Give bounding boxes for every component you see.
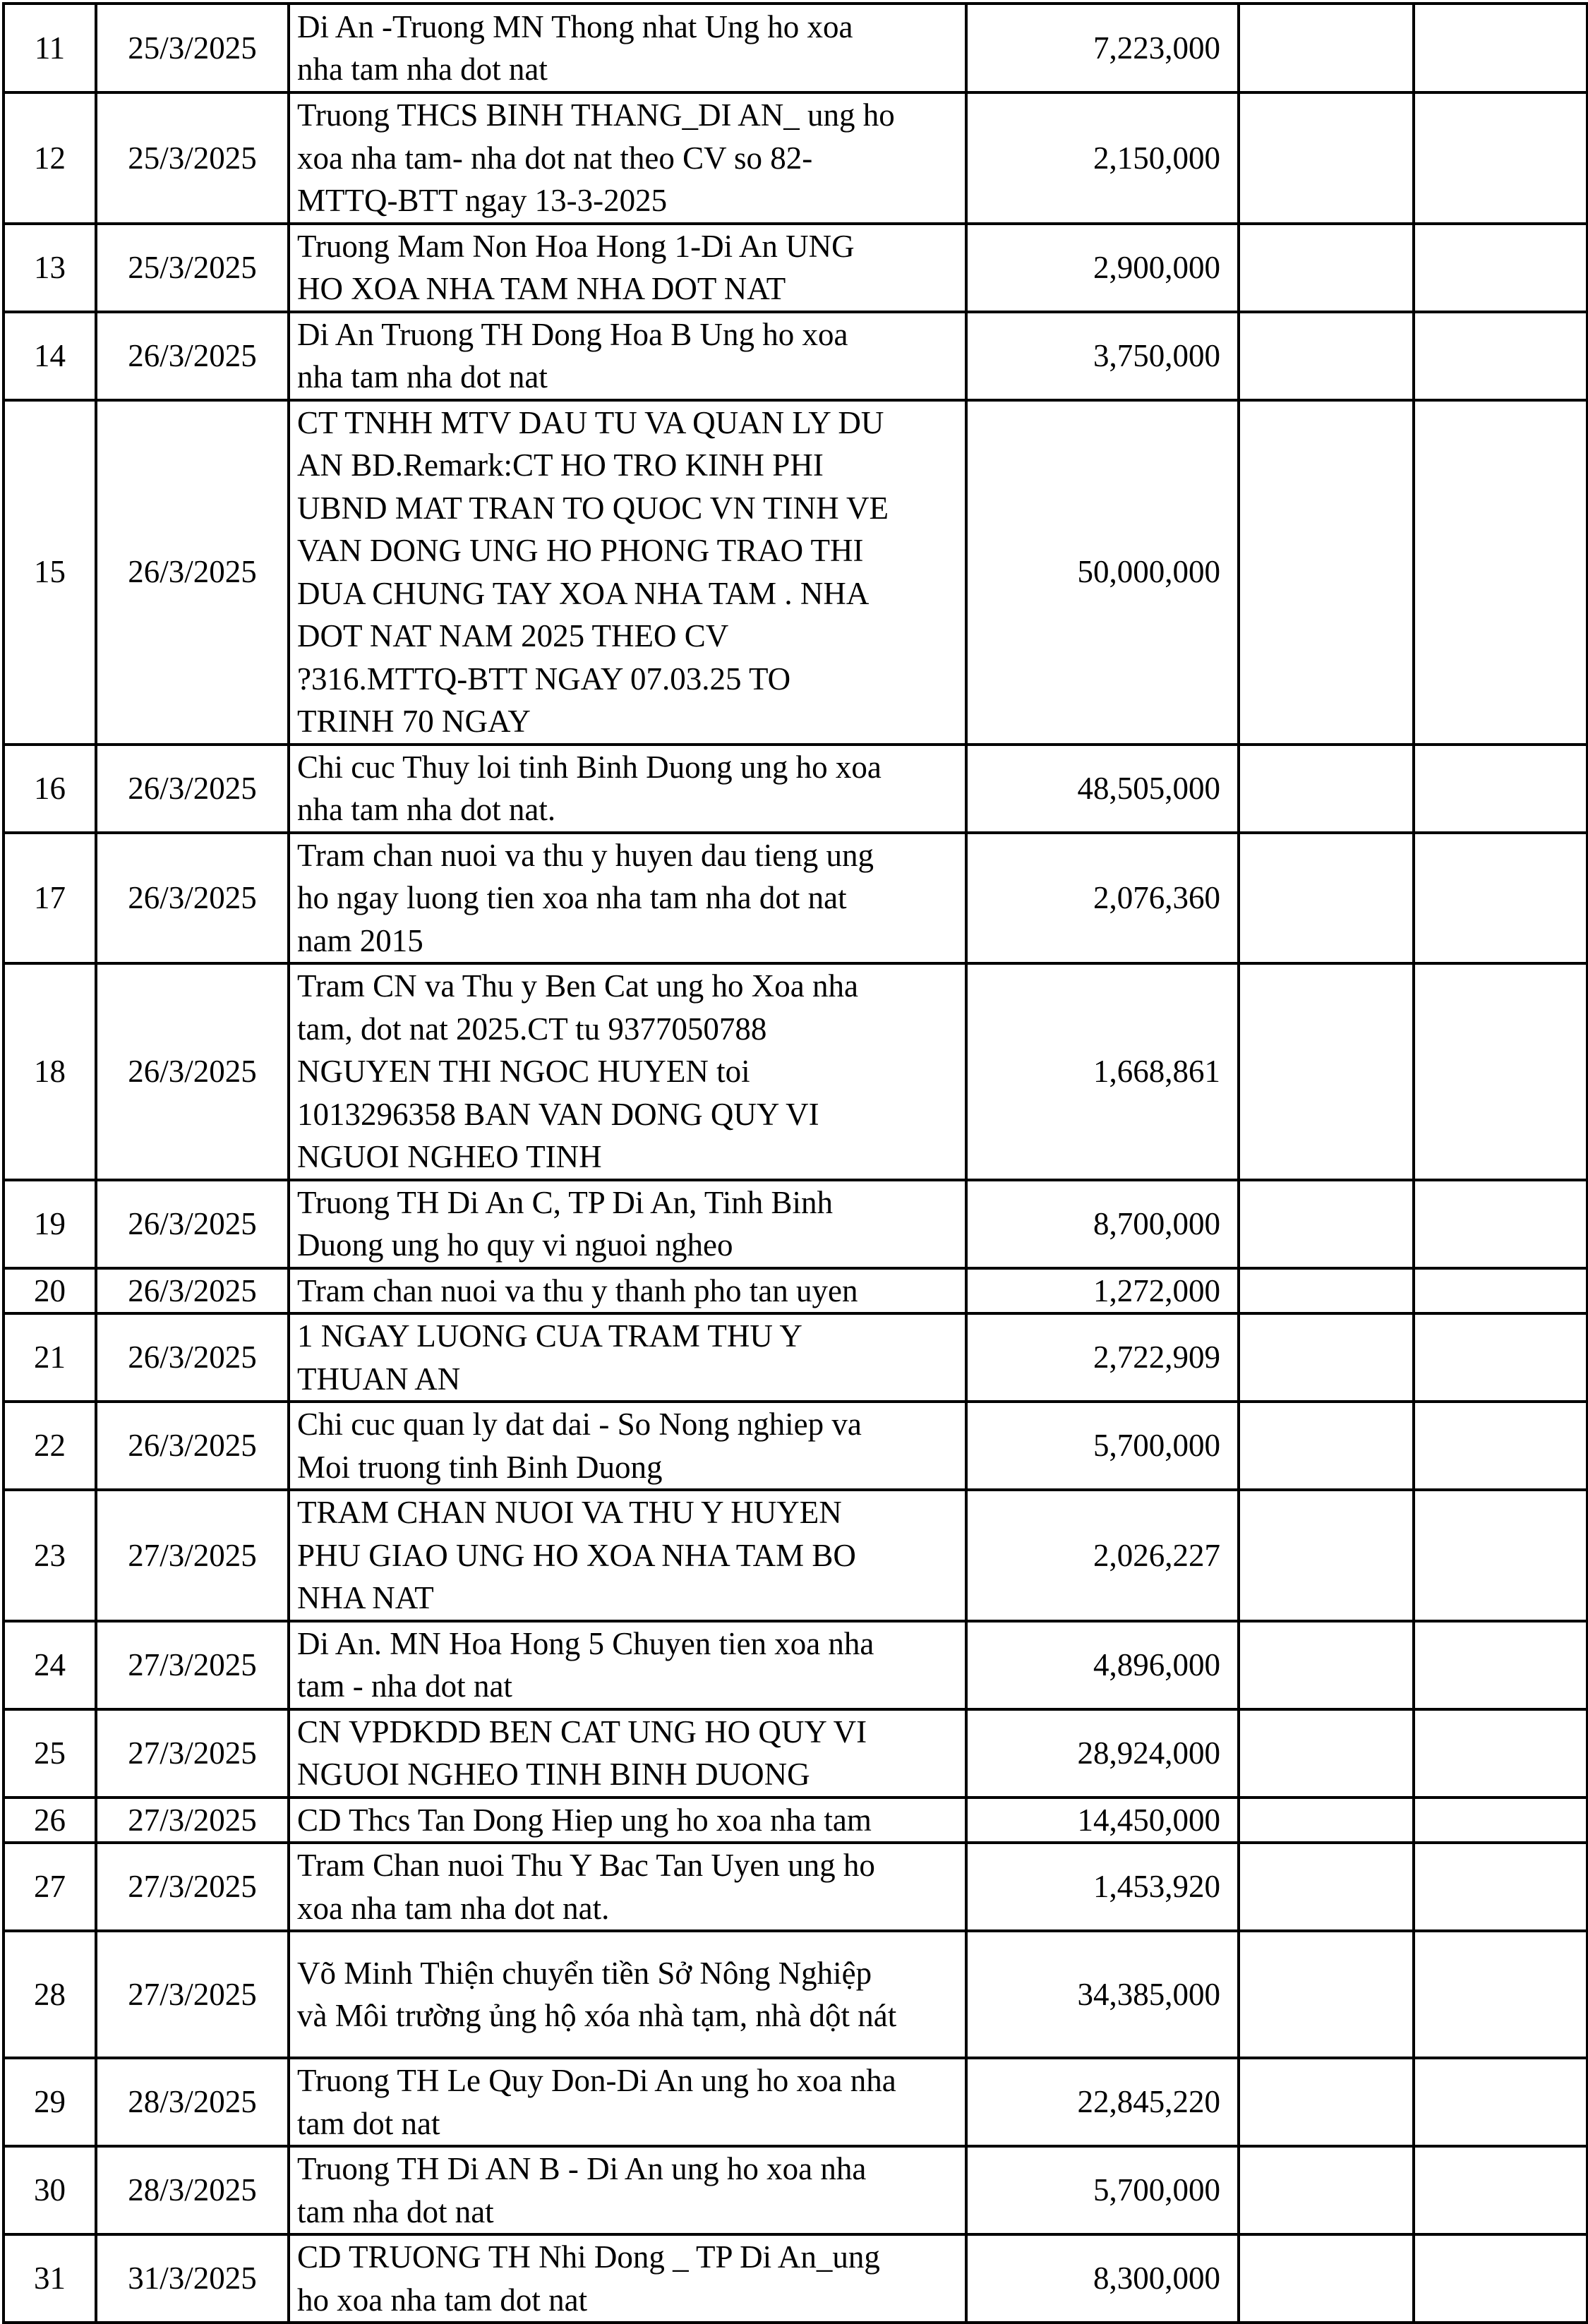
empty-cell bbox=[1239, 833, 1414, 964]
description-line: Tram CN va Thu y Ben Cat ung ho Xoa nha bbox=[297, 968, 858, 1004]
empty-cell bbox=[1414, 2234, 1587, 2323]
row-number-cell: 29 bbox=[4, 2058, 96, 2146]
description-line: NHA NAT bbox=[297, 1580, 434, 1615]
date-cell: 26/3/2025 bbox=[96, 745, 289, 833]
date-cell: 28/3/2025 bbox=[96, 2146, 289, 2234]
table-row bbox=[4, 400, 1587, 745]
ledger-body bbox=[4, 4, 1587, 2323]
amount-cell: 34,385,000 bbox=[966, 1931, 1239, 2058]
amount-cell: 22,845,220 bbox=[966, 2058, 1239, 2146]
description-line: NGUYEN THI NGOC HUYEN toi bbox=[297, 1054, 750, 1089]
date-cell: 26/3/2025 bbox=[96, 400, 289, 745]
table-row bbox=[4, 1402, 1587, 1490]
description-cell bbox=[289, 312, 966, 400]
empty-cell bbox=[1239, 1798, 1414, 1843]
empty-cell bbox=[1414, 1313, 1587, 1402]
description-line: xoa nha tam- nha dot nat theo CV so 82- bbox=[297, 140, 813, 176]
amount-cell: 8,700,000 bbox=[966, 1180, 1239, 1268]
table-row bbox=[4, 1180, 1587, 1268]
empty-cell bbox=[1414, 745, 1587, 833]
date-cell: 26/3/2025 bbox=[96, 833, 289, 964]
description-cell bbox=[289, 1268, 966, 1314]
description-cell bbox=[289, 1798, 966, 1843]
table-row bbox=[4, 92, 1587, 224]
date-cell: 31/3/2025 bbox=[96, 2234, 289, 2323]
description-line: Duong ung ho quy vi nguoi ngheo bbox=[297, 1227, 733, 1263]
amount-cell: 2,900,000 bbox=[966, 224, 1239, 312]
table-row bbox=[4, 312, 1587, 400]
table-row bbox=[4, 1798, 1587, 1843]
description-line: DOT NAT NAM 2025 THEO CV bbox=[297, 618, 729, 654]
description-line: ho ngay luong tien xoa nha tam nha dot nat bbox=[297, 880, 847, 915]
row-number-cell: 11 bbox=[4, 4, 96, 92]
row-number-cell: 14 bbox=[4, 312, 96, 400]
row-number-cell: 16 bbox=[4, 745, 96, 833]
description-cell bbox=[289, 2058, 966, 2146]
description-line: THUAN AN bbox=[297, 1361, 461, 1397]
table-row bbox=[4, 1313, 1587, 1402]
amount-cell: 2,026,227 bbox=[966, 1490, 1239, 1621]
description-line: Truong TH Di AN B - Di An ung ho xoa nha bbox=[297, 2151, 867, 2186]
empty-cell bbox=[1239, 1621, 1414, 1709]
amount-cell: 1,453,920 bbox=[966, 1843, 1239, 1931]
description-line: HO XOA NHA TAM NHA DOT NAT bbox=[297, 271, 786, 306]
description-cell bbox=[289, 4, 966, 92]
empty-cell bbox=[1414, 4, 1587, 92]
description-cell bbox=[289, 1843, 966, 1931]
row-number-cell: 26 bbox=[4, 1798, 96, 1843]
description-cell bbox=[289, 1313, 966, 1402]
description-cell bbox=[289, 92, 966, 224]
table-row bbox=[4, 1621, 1587, 1709]
description-line: Võ Minh Thiện chuyển tiền Sở Nông Nghiệp bbox=[297, 1955, 872, 1991]
description-line: nam 2015 bbox=[297, 922, 423, 958]
description-line: CN VPDKDD BEN CAT UNG HO QUY VI bbox=[297, 1714, 867, 1750]
description-cell bbox=[289, 2234, 966, 2323]
row-number-cell: 20 bbox=[4, 1268, 96, 1314]
empty-cell bbox=[1414, 1180, 1587, 1268]
date-cell: 27/3/2025 bbox=[96, 1709, 289, 1798]
description-line: tam dot nat bbox=[297, 2105, 440, 2141]
description-line: Tram chan nuoi va thu y huyen dau tieng ung bbox=[297, 837, 874, 873]
description-line: nha tam nha dot nat. bbox=[297, 792, 556, 827]
empty-cell bbox=[1414, 1709, 1587, 1798]
description-line: TRAM CHAN NUOI VA THU Y HUYEN bbox=[297, 1495, 842, 1530]
row-number-cell: 23 bbox=[4, 1490, 96, 1621]
empty-cell bbox=[1239, 1268, 1414, 1314]
table-row bbox=[4, 1709, 1587, 1798]
row-number-cell: 31 bbox=[4, 2234, 96, 2323]
description-line: Chi cuc quan ly dat dai - So Nong nghiep va bbox=[297, 1407, 862, 1442]
table-row bbox=[4, 2234, 1587, 2323]
description-line: tam nha dot nat bbox=[297, 2193, 494, 2229]
date-cell: 27/3/2025 bbox=[96, 1621, 289, 1709]
description-cell bbox=[289, 224, 966, 312]
table-row bbox=[4, 963, 1587, 1180]
row-number-cell: 25 bbox=[4, 1709, 96, 1798]
description-cell bbox=[289, 745, 966, 833]
description-cell bbox=[289, 1621, 966, 1709]
empty-cell bbox=[1414, 92, 1587, 224]
amount-cell: 8,300,000 bbox=[966, 2234, 1239, 2323]
description-line: MTTQ-BTT ngay 13-3-2025 bbox=[297, 183, 668, 218]
table-row bbox=[4, 1843, 1587, 1931]
description-line: AN BD.Remark:CT HO TRO KINH PHI bbox=[297, 447, 824, 483]
description-line: UBND MAT TRAN TO QUOC VN TINH VE bbox=[297, 490, 889, 526]
description-line: Moi truong tinh Binh Duong bbox=[297, 1449, 663, 1485]
table-row bbox=[4, 224, 1587, 312]
description-line: nha tam nha dot nat bbox=[297, 359, 548, 395]
description-line: Di An Truong TH Dong Hoa B Ung ho xoa bbox=[297, 316, 848, 352]
description-line: Truong TH Di An C, TP Di An, Tinh Binh bbox=[297, 1184, 834, 1220]
description-line: ho xoa nha tam dot nat bbox=[297, 2282, 588, 2318]
description-cell bbox=[289, 1709, 966, 1798]
row-number-cell: 17 bbox=[4, 833, 96, 964]
description-line: Tram chan nuoi va thu y thanh pho tan uyen bbox=[297, 1272, 858, 1308]
table-row bbox=[4, 4, 1587, 92]
description-line: CD Thcs Tan Dong Hiep ung ho xoa nha tam bbox=[297, 1802, 872, 1838]
empty-cell bbox=[1414, 2146, 1587, 2234]
description-line: tam, dot nat 2025.CT tu 9377050788 bbox=[297, 1011, 767, 1047]
empty-cell bbox=[1414, 224, 1587, 312]
amount-cell: 2,076,360 bbox=[966, 833, 1239, 964]
date-cell: 26/3/2025 bbox=[96, 1402, 289, 1490]
table-row bbox=[4, 745, 1587, 833]
empty-cell bbox=[1239, 400, 1414, 745]
amount-cell: 1,272,000 bbox=[966, 1268, 1239, 1314]
empty-cell bbox=[1239, 1313, 1414, 1402]
description-cell bbox=[289, 1402, 966, 1490]
empty-cell bbox=[1239, 1709, 1414, 1798]
row-number-cell: 28 bbox=[4, 1931, 96, 2058]
description-cell bbox=[289, 1931, 966, 2058]
table-row bbox=[4, 833, 1587, 964]
amount-cell: 50,000,000 bbox=[966, 400, 1239, 745]
description-line: Chi cuc Thuy loi tinh Binh Duong ung ho xoa bbox=[297, 749, 882, 785]
empty-cell bbox=[1239, 1180, 1414, 1268]
date-cell: 26/3/2025 bbox=[96, 1268, 289, 1314]
description-line: 1013296358 BAN VAN DONG QUY VI bbox=[297, 1096, 819, 1132]
empty-cell bbox=[1239, 312, 1414, 400]
date-cell: 26/3/2025 bbox=[96, 963, 289, 1180]
empty-cell bbox=[1239, 2146, 1414, 2234]
row-number-cell: 13 bbox=[4, 224, 96, 312]
table-row bbox=[4, 1268, 1587, 1314]
empty-cell bbox=[1239, 224, 1414, 312]
empty-cell bbox=[1239, 2234, 1414, 2323]
description-line: 1 NGAY LUONG CUA TRAM THU Y bbox=[297, 1318, 802, 1354]
description-line: tam - nha dot nat bbox=[297, 1668, 512, 1704]
amount-cell: 3,750,000 bbox=[966, 312, 1239, 400]
date-cell: 25/3/2025 bbox=[96, 4, 289, 92]
row-number-cell: 30 bbox=[4, 2146, 96, 2234]
description-line: Truong THCS BINH THANG_DI AN_ ung ho bbox=[297, 97, 895, 133]
amount-cell: 4,896,000 bbox=[966, 1621, 1239, 1709]
amount-cell: 14,450,000 bbox=[966, 1798, 1239, 1843]
description-line: Tram Chan nuoi Thu Y Bac Tan Uyen ung ho bbox=[297, 1848, 875, 1883]
description-cell bbox=[289, 833, 966, 964]
empty-cell bbox=[1414, 963, 1587, 1180]
date-cell: 26/3/2025 bbox=[96, 1313, 289, 1402]
empty-cell bbox=[1239, 1490, 1414, 1621]
date-cell: 28/3/2025 bbox=[96, 2058, 289, 2146]
date-cell: 25/3/2025 bbox=[96, 92, 289, 224]
amount-cell: 28,924,000 bbox=[966, 1709, 1239, 1798]
description-line: TRINH 70 NGAY bbox=[297, 704, 531, 739]
amount-cell: 2,150,000 bbox=[966, 92, 1239, 224]
row-number-cell: 15 bbox=[4, 400, 96, 745]
date-cell: 26/3/2025 bbox=[96, 312, 289, 400]
empty-cell bbox=[1414, 2058, 1587, 2146]
table-row bbox=[4, 2058, 1587, 2146]
date-cell: 25/3/2025 bbox=[96, 224, 289, 312]
amount-cell: 5,700,000 bbox=[966, 2146, 1239, 2234]
description-line: Truong TH Le Quy Don-Di An ung ho xoa nha bbox=[297, 2063, 896, 2098]
description-line: xoa nha tam nha dot nat. bbox=[297, 1890, 610, 1926]
description-cell bbox=[289, 1180, 966, 1268]
amount-cell: 5,700,000 bbox=[966, 1402, 1239, 1490]
empty-cell bbox=[1414, 1798, 1587, 1843]
description-line: và Môi trường ủng hộ xóa nhà tạm, nhà dột nát bbox=[297, 1998, 897, 2033]
description-cell bbox=[289, 963, 966, 1180]
empty-cell bbox=[1414, 1402, 1587, 1490]
description-line: nha tam nha dot nat bbox=[297, 52, 548, 87]
empty-cell bbox=[1239, 1931, 1414, 2058]
description-line: ?316.MTTQ-BTT NGAY 07.03.25 TO bbox=[297, 661, 791, 697]
description-cell bbox=[289, 1490, 966, 1621]
row-number-cell: 27 bbox=[4, 1843, 96, 1931]
amount-cell: 2,722,909 bbox=[966, 1313, 1239, 1402]
table-row bbox=[4, 1931, 1587, 2058]
row-number-cell: 12 bbox=[4, 92, 96, 224]
description-cell bbox=[289, 400, 966, 745]
description-line: PHU GIAO UNG HO XOA NHA TAM BO bbox=[297, 1537, 856, 1573]
amount-cell: 48,505,000 bbox=[966, 745, 1239, 833]
description-line: NGUOI NGHEO TINH BINH DUONG bbox=[297, 1757, 810, 1792]
date-cell: 27/3/2025 bbox=[96, 1490, 289, 1621]
description-line: NGUOI NGHEO TINH bbox=[297, 1139, 602, 1174]
empty-cell bbox=[1414, 312, 1587, 400]
date-cell: 27/3/2025 bbox=[96, 1843, 289, 1931]
description-line: Di An -Truong MN Thong nhat Ung ho xoa bbox=[297, 8, 853, 44]
description-line: Di An. MN Hoa Hong 5 Chuyen tien xoa nha bbox=[297, 1625, 874, 1661]
empty-cell bbox=[1239, 2058, 1414, 2146]
amount-cell: 1,668,861 bbox=[966, 963, 1239, 1180]
row-number-cell: 19 bbox=[4, 1180, 96, 1268]
date-cell: 26/3/2025 bbox=[96, 1180, 289, 1268]
empty-cell bbox=[1239, 963, 1414, 1180]
empty-cell bbox=[1414, 1931, 1587, 2058]
empty-cell bbox=[1414, 833, 1587, 964]
empty-cell bbox=[1414, 1268, 1587, 1314]
empty-cell bbox=[1414, 400, 1587, 745]
description-line: VAN DONG UNG HO PHONG TRAO THI bbox=[297, 533, 864, 568]
table-row bbox=[4, 1490, 1587, 1621]
description-line: CT TNHH MTV DAU TU VA QUAN LY DU bbox=[297, 404, 884, 440]
description-line: CD TRUONG TH Nhi Dong _ TP Di An_ung bbox=[297, 2239, 880, 2275]
empty-cell bbox=[1239, 92, 1414, 224]
empty-cell bbox=[1239, 1402, 1414, 1490]
table-row bbox=[4, 2146, 1587, 2234]
empty-cell bbox=[1239, 4, 1414, 92]
row-number-cell: 18 bbox=[4, 963, 96, 1180]
description-cell bbox=[289, 2146, 966, 2234]
description-line: DUA CHUNG TAY XOA NHA TAM . NHA bbox=[297, 575, 870, 611]
empty-cell bbox=[1239, 1843, 1414, 1931]
empty-cell bbox=[1414, 1490, 1587, 1621]
row-number-cell: 22 bbox=[4, 1402, 96, 1490]
row-number-cell: 24 bbox=[4, 1621, 96, 1709]
description-line: Truong Mam Non Hoa Hong 1-Di An UNG bbox=[297, 228, 855, 264]
donation-ledger-table bbox=[2, 2, 1588, 2324]
empty-cell bbox=[1414, 1843, 1587, 1931]
date-cell: 27/3/2025 bbox=[96, 1931, 289, 2058]
empty-cell bbox=[1239, 745, 1414, 833]
amount-cell: 7,223,000 bbox=[966, 4, 1239, 92]
empty-cell bbox=[1414, 1621, 1587, 1709]
row-number-cell: 21 bbox=[4, 1313, 96, 1402]
date-cell: 27/3/2025 bbox=[96, 1798, 289, 1843]
